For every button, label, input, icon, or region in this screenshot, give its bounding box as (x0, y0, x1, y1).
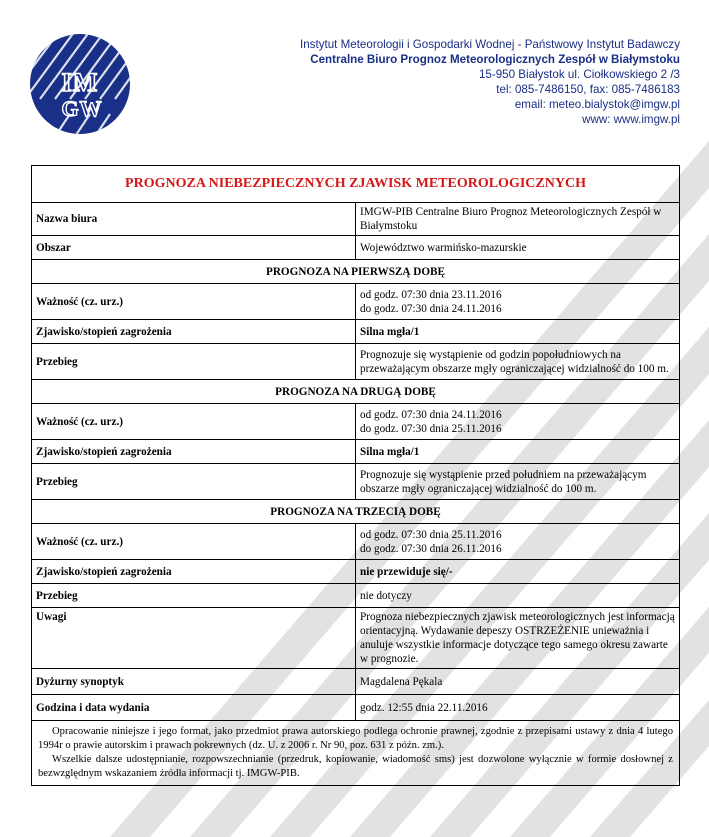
issued-value: godz. 12:55 dnia 22.11.2016 (356, 695, 680, 721)
day3-phenomenon-label: Zjawisko/stopień zagrożenia (32, 560, 356, 584)
institute-header (300, 37, 680, 127)
remarks-value: Prognoza niebezpiecznych zjawisk meteorologicznych jest informacją orientacyjną. Wydawanie depeszy OSTRZEŻENIE unieważnia i anuluje wszystkie informacje dotyczące tego samego okresu zawarte w prognozie. (356, 608, 680, 669)
imgw-logo (30, 34, 130, 134)
day1-validity (356, 284, 680, 320)
day2-course-label: Przebieg (32, 464, 356, 500)
logo-text-top: IM (61, 68, 99, 97)
day1-validity-to: do godz. 07:30 dnia 24.11.2016 (360, 302, 502, 315)
office-label: Nazwa biura (32, 203, 356, 236)
office-value: IMGW-PIB Centralne Biuro Prognoz Meteorologicznych Zespół w Białymstoku (356, 203, 680, 236)
day3-validity-to: do godz. 07:30 dnia 26.11.2016 (360, 542, 502, 555)
day3-validity-label: Ważność (cz. urz.) (32, 524, 356, 560)
institute-name: Instytut Meteorologii i Gospodarki Wodnej - Państwowy Instytut Badawczy (300, 38, 680, 51)
area-value: Województwo warmińsko-mazurskie (356, 236, 680, 260)
day2-validity-to: do godz. 07:30 dnia 25.11.2016 (360, 422, 502, 435)
document-title: PROGNOZA NIEBEZPIECZNYCH ZJAWISK METEOROLOGICZNYCH (32, 166, 680, 203)
email[interactable]: email: meteo.bialystok@imgw.pl (514, 98, 680, 111)
day3-validity (356, 524, 680, 560)
day2-phenomenon-label: Zjawisko/stopień zagrożenia (32, 440, 356, 464)
day1-course: Prognozuje się wystąpienie od godzin popołudniowych na przeważającym obszarze mgły ograniczającej widzialność do 100 m. (356, 344, 680, 380)
phone-fax: tel: 085-7486150, fax: 085-7486183 (496, 83, 680, 96)
day3-course: nie dotyczy (356, 584, 680, 608)
copyright-paragraph-1: Opracowanie niniejsze i jego format, jako przedmiot prawa autorskiego podlega ochronie prawnej, zgodnie z przepisami ustawy z dnia 4 lutego 1994r o prawie autorskim i prawach pokrewnych (dz. U. z 2006 r. Nr 90, poz. 631 z późn. zm.). (38, 726, 673, 751)
day2-heading: PROGNOZA NA DRUGĄ DOBĘ (32, 380, 680, 404)
forecast-document (31, 165, 680, 786)
day3-heading: PROGNOZA NA TRZECIĄ DOBĘ (32, 500, 680, 524)
copyright-notice (31, 721, 680, 786)
remarks-label: Uwagi (32, 608, 356, 669)
day3-phenomenon: nie przewiduje się/- (356, 560, 680, 584)
day2-course: Prognozuje się wystąpienie przed południem na przeważającym obszarze mgły ograniczającej widzialność do 100 m. (356, 464, 680, 500)
forecast-table (31, 165, 680, 721)
day2-validity-label: Ważność (cz. urz.) (32, 404, 356, 440)
day2-phenomenon: Silna mgła/1 (356, 440, 680, 464)
day1-heading: PROGNOZA NA PIERWSZĄ DOBĘ (32, 260, 680, 284)
day1-phenomenon-label: Zjawisko/stopień zagrożenia (32, 320, 356, 344)
logo-text-bottom: GW (61, 96, 103, 121)
forecaster-label: Dyżurny synoptyk (32, 669, 356, 695)
day3-validity-from: od godz. 07:30 dnia 25.11.2016 (360, 528, 502, 541)
forecaster-value: Magdalena Pękala (356, 669, 680, 695)
issued-label: Godzina i data wydania (32, 695, 356, 721)
day1-validity-from: od godz. 07:30 dnia 23.11.2016 (360, 288, 502, 301)
address: 15-950 Białystok ul. Ciołkowskiego 2 /3 (478, 68, 680, 81)
website[interactable]: www: www.imgw.pl (582, 113, 680, 126)
day2-validity (356, 404, 680, 440)
day3-course-label: Przebieg (32, 584, 356, 608)
day1-course-label: Przebieg (32, 344, 356, 380)
office-name: Centralne Biuro Prognoz Meteorologicznych Zespół w Białymstoku (310, 53, 680, 66)
copyright-paragraph-2: Wszelkie dalsze udostępnianie, rozpowszechnianie (przedruk, kopiowanie, wiadomość sms) jest dozwolone wyłącznie w formie dosłownej z bezwzględnym wskazaniem źródła informacji tj. IMGW-PIB. (38, 754, 673, 779)
day1-validity-label: Ważność (cz. urz.) (32, 284, 356, 320)
day2-validity-from: od godz. 07:30 dnia 24.11.2016 (360, 408, 502, 421)
area-label: Obszar (32, 236, 356, 260)
day1-phenomenon: Silna mgła/1 (356, 320, 680, 344)
